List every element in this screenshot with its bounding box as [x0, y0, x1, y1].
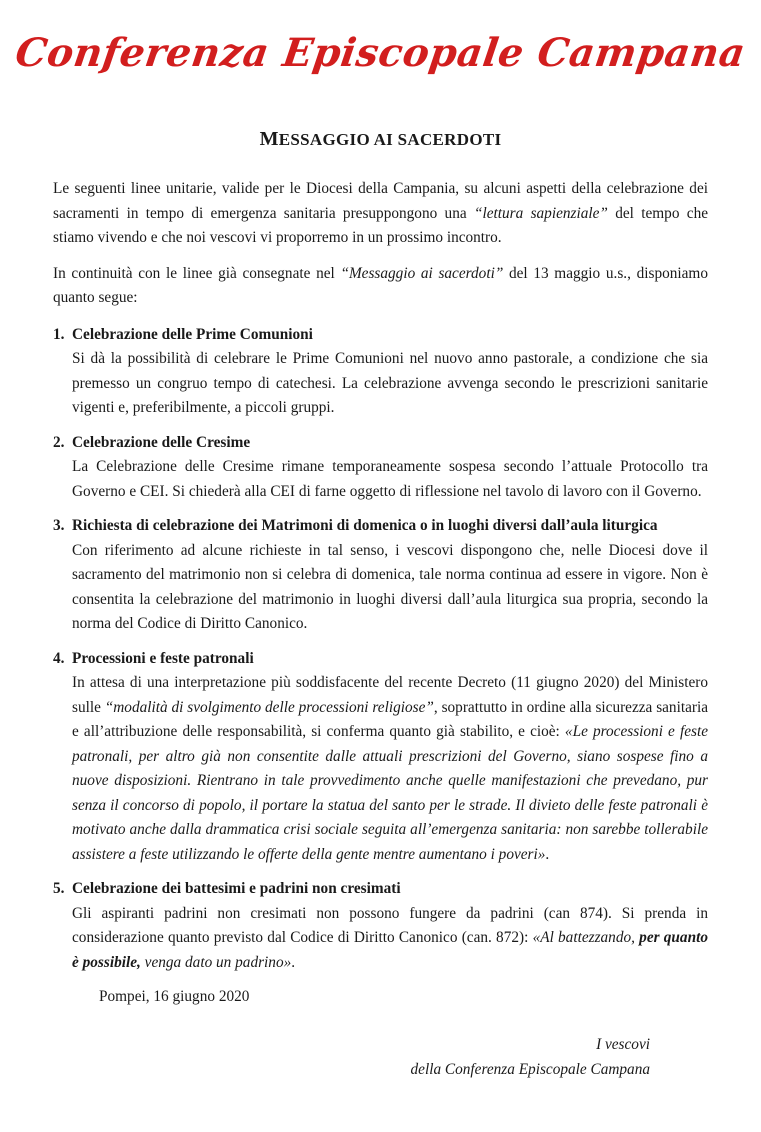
section-1-body: Si dà la possibilità di celebrare le Prime Comunioni nel nuovo anno pastorale, a condizione che sia premesso un congruo tempo di catechesi. La celebrazione avvenga secondo le prescrizioni sanitarie vigenti e, preferibilmente, a piccoli gruppi. [72, 350, 708, 416]
section-5-body [53, 902, 708, 976]
section-3-heading [53, 514, 708, 539]
section-5-title: Celebrazione dei battesimi e padrini non cresimati [72, 880, 401, 897]
section-2 [53, 431, 708, 505]
section-3 [53, 514, 708, 637]
conference-logo: Conferenza Episcopale Campana [12, 30, 749, 76]
section-5-quote-bold: per quanto è possibile, [72, 929, 708, 971]
section-5-quote-start: «Al battezzando, [532, 929, 640, 946]
intro-1-text: Le seguenti linee unitarie, valide per le Diocesi della Campania, su alcuni aspetti della celebrazione dei sacramenti in tempo di emergenza sanitaria presuppongono una [53, 180, 708, 222]
section-4-number: 4. [53, 649, 65, 667]
section-5-text: Gli aspiranti padrini non cresimati non possono fungere da padrini (can 874). Si prenda in considerazione quanto previsto dal Codice di Diritto Canonico (can. 872): [72, 904, 708, 946]
intro-2-text-end: del 13 maggio u.s., disponiamo quanto segue: [53, 264, 708, 306]
section-5-number: 5. [53, 880, 65, 897]
section-4-title: Processioni e feste patronali [72, 649, 254, 667]
section-5 [53, 877, 708, 975]
section-4-text-middle: , soprattutto in ordine alla sicurezza sanitaria e all’attribuzione delle responsabilità, si conferma quanto già stabilito, e cioè: [72, 698, 709, 740]
section-3-title: Richiesta di celebrazione dei Matrimoni di domenica o in luoghi diversi dall’aula liturgica [72, 517, 658, 534]
signature-line-2: della Conferenza Episcopale Campana [410, 1060, 650, 1078]
section-5-text-end: . [291, 953, 296, 971]
section-4-heading [53, 647, 708, 672]
intro-paragraph-1 [53, 177, 708, 251]
section-4 [53, 647, 708, 868]
section-4-body [53, 671, 708, 867]
section-3-number: 3. [53, 517, 65, 534]
intro-1-text-end: del tempo che stiamo vivendo e che noi vescovi vi proporremo in un prossimo incontro. [53, 204, 709, 246]
signature-block [380, 1033, 650, 1082]
intro-paragraph-2 [53, 262, 708, 311]
section-5-heading [53, 877, 708, 902]
section-2-heading [53, 431, 708, 456]
section-4-italic: “modalità di svolgimento delle processioni religiose” [104, 698, 434, 716]
section-2-number: 2. [53, 433, 65, 451]
title-rest: ESSAGGIO AI SACERDOTI [278, 130, 502, 149]
signature-line-1: I vescovi [596, 1036, 650, 1053]
intro-2-text: In continuità con le linee già consegnate nel [53, 264, 341, 282]
page-title [0, 128, 761, 151]
section-5-quote-end: venga dato un padrino» [140, 953, 292, 971]
section-2-title: Celebrazione delle Cresime [72, 433, 251, 451]
section-2-body: La Celebrazione delle Cresime rimane temporaneamente sospesa secondo l’attuale Protocollo tra Governo e CEI. Si chiederà alla CEI di farne oggetto di riflessione nel tavolo di lavoro con il Governo. [72, 458, 708, 500]
document-body [53, 177, 708, 1010]
place-date: Pompei, 16 giugno 2020 [99, 988, 250, 1005]
section-4-quote: «Le processioni e feste patronali, per altro già non consentite dalle attuali prescrizioni del Governo, siano sospese fino a nuove disposizioni. Rientrano in tale provvedimento anche quelle manifestazioni che prevedano, pur senza il concorso di popolo, il portare la statua del santo per le strade. Il divieto delle feste patronali è motivato anche dalla drammatica crisi sociale seguita all’emergenza sanitaria: non sarebbe tollerabile assistere a feste utilizzando le offerte della gente mentre aumentano i poveri» [72, 723, 708, 863]
title-initial: M [259, 128, 279, 150]
intro-2-italic: “Messaggio ai sacerdoti” [340, 264, 504, 282]
intro-1-italic: “lettura sapienziale” [473, 204, 608, 222]
section-1-number: 1. [53, 325, 65, 343]
section-3-body: Con riferimento ad alcune richieste in tal senso, i vescovi dispongono che, nelle Diocesi dove il sacramento del matrimonio non si celebra di domenica, tale norma continua ad essere in vigore. Non è consentita la celebrazione del matrimonio in luoghi diversi dall’aula liturgica sua propria, secondo la norma del Codice di Diritto Canonico. [72, 541, 708, 632]
section-4-text-end: . [545, 845, 550, 863]
section-1-heading [53, 323, 708, 348]
section-1-title: Celebrazione delle Prime Comunioni [72, 325, 313, 343]
section-4-text: In attesa di una interpretazione più soddisfacente del recente Decreto (11 giugno 2020) del Ministero sulle [72, 674, 708, 716]
section-1 [53, 323, 708, 421]
